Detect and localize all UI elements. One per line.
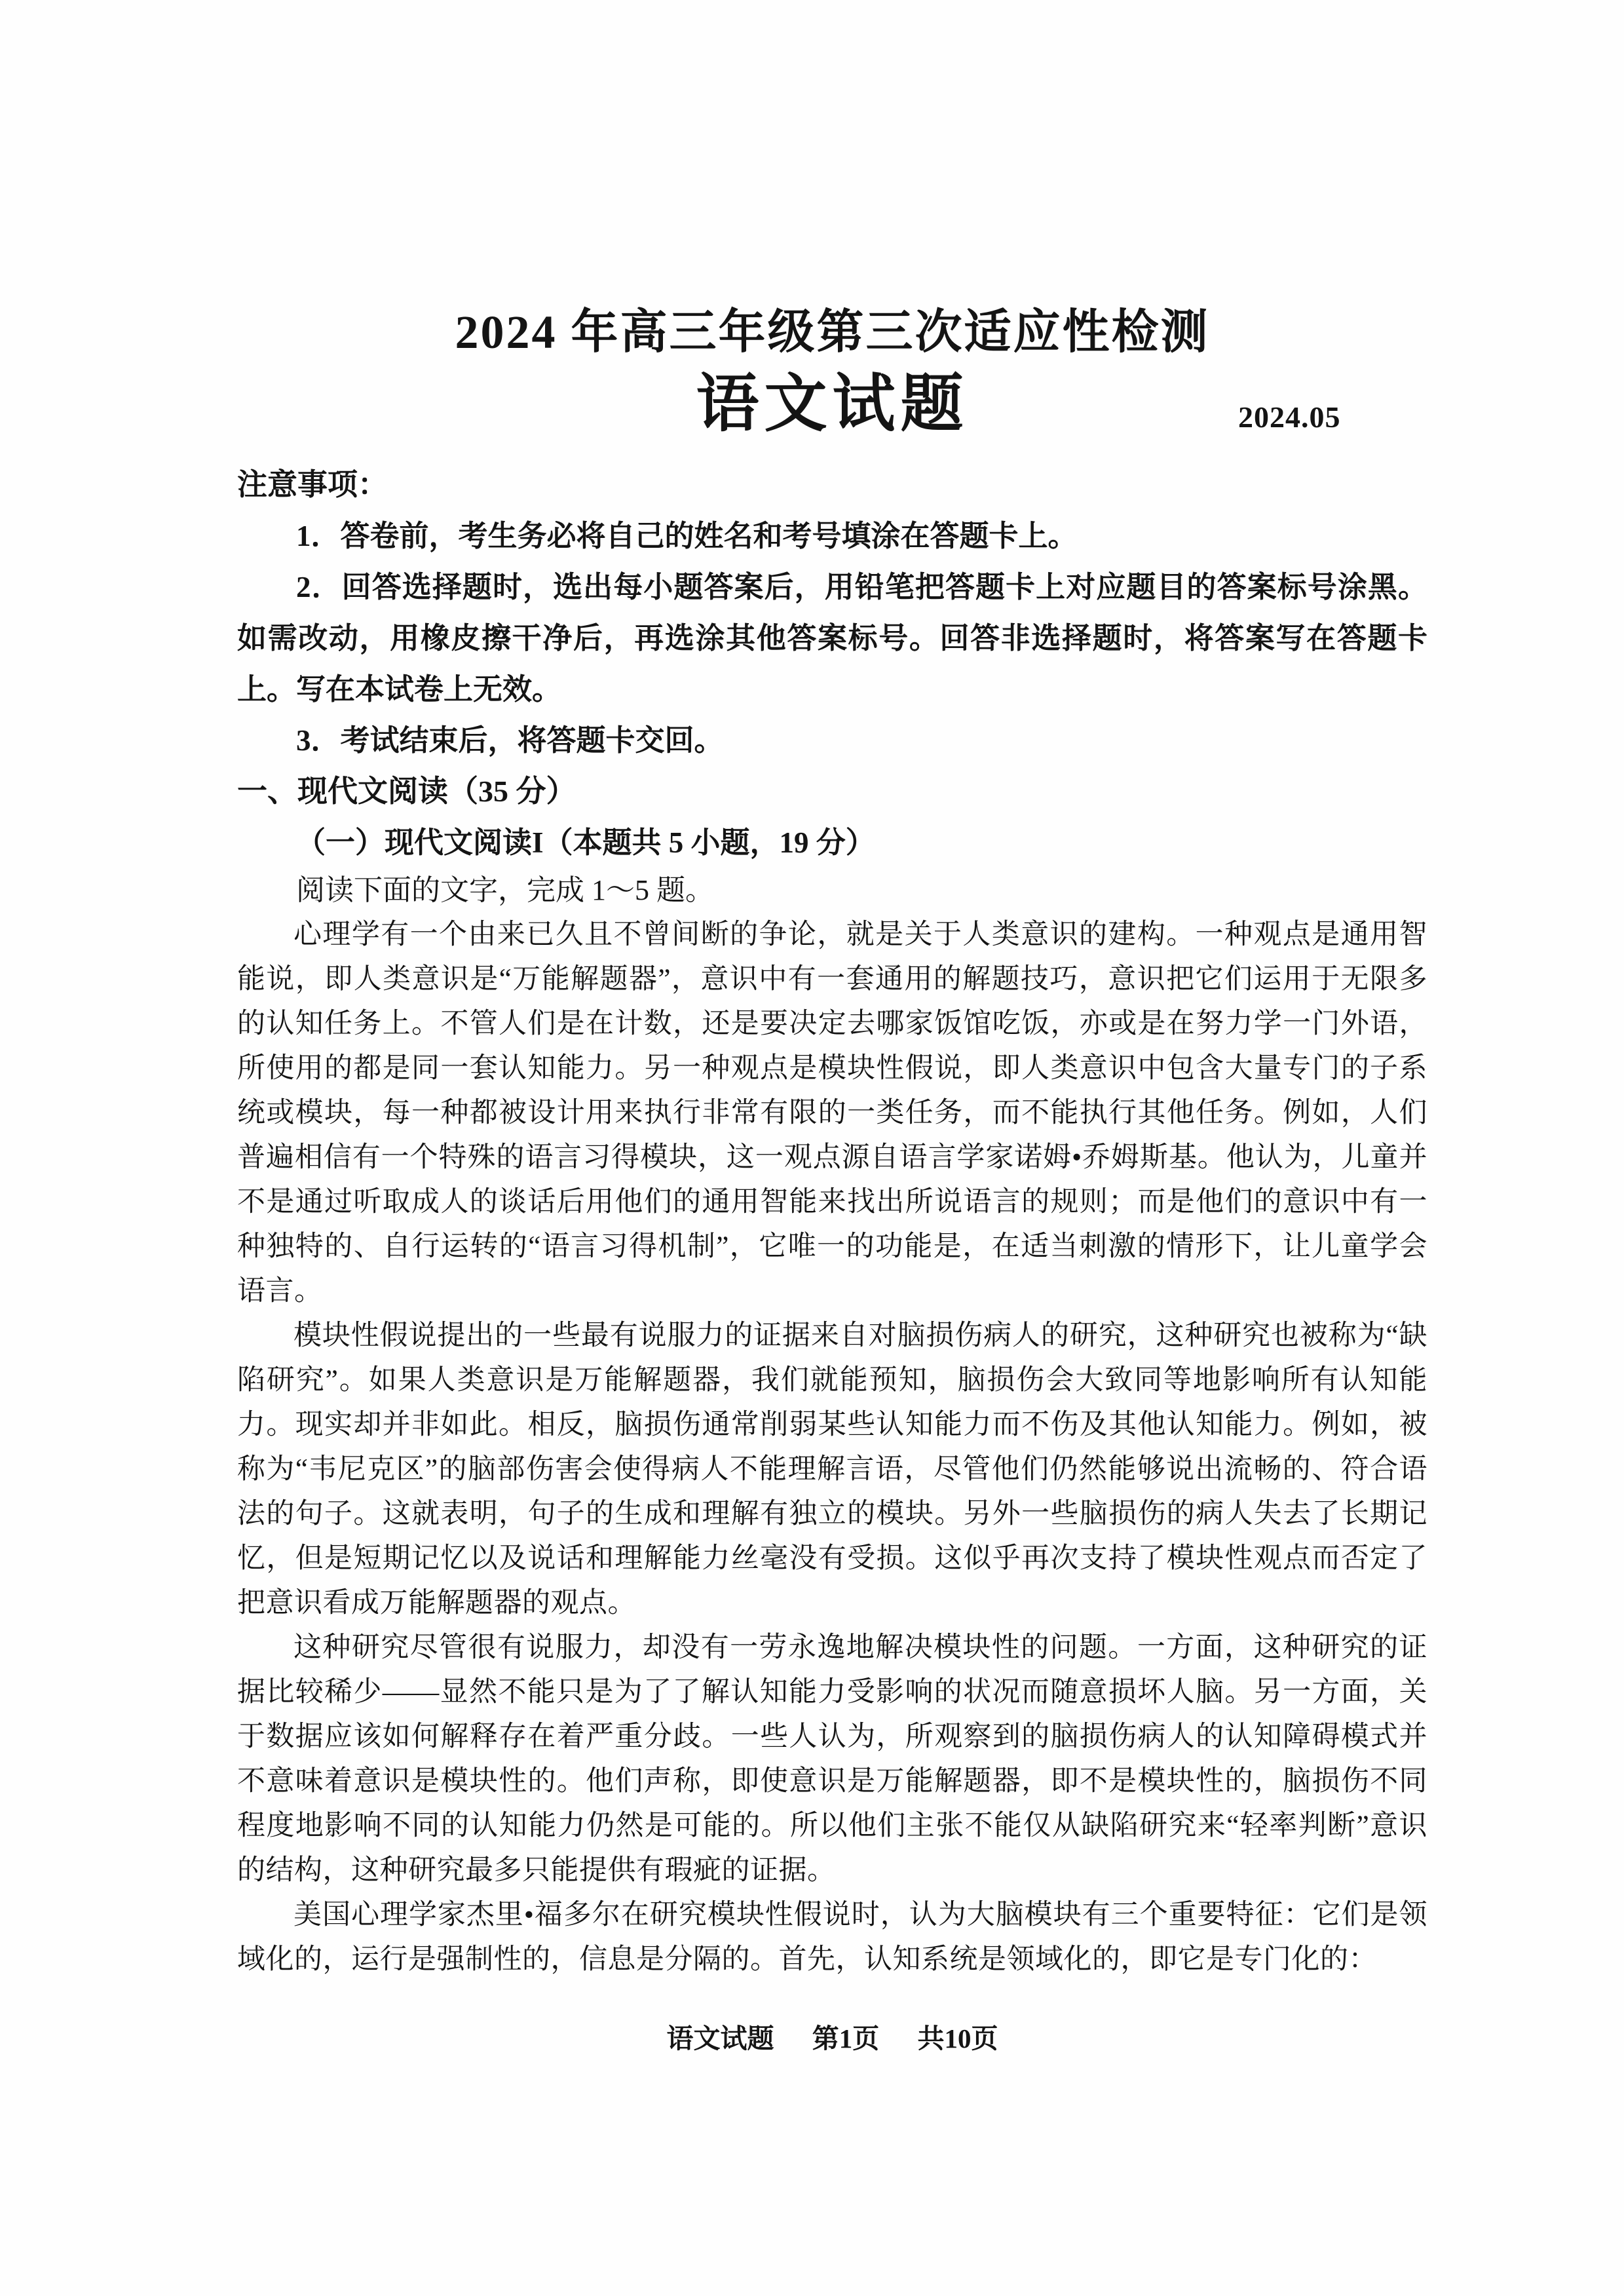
reading-instruction: 阅读下面的文字，完成 1～5 题。	[296, 874, 714, 906]
exam-date: 2024.05	[1238, 400, 1341, 434]
notice-item-2: 2．回答选择题时，选出每小题答案后，用铅笔把答题卡上对应题目的答案标号涂黑。如需改动，用橡皮擦干净后，再选涂其他答案标号。回答非选择题时，将答案写在答题卡上。写在本试卷上无效。	[237, 571, 1427, 706]
passage-paragraph-4: 美国心理学家杰里•福多尔在研究模块性假说时，认为大脑模块有三个重要特征：它们是领域化的，运行是强制性的，信息是分隔的。首先，认知系统是领域化的，即它是专门化的：	[237, 1900, 1427, 1975]
passage-paragraph-2: 模块性假说提出的一些最有说服力的证据来自对脑损伤病人的研究，这种研究也被称为“缺陷研究”。如果人类意识是万能解题器，我们就能预知，脑损伤会大致同等地影响所有认知能力。现实却并非如此。相反，脑损伤通常削弱某些认知能力而不伤及其他认知能力。例如，被称为“韦尼克区”的脑部伤害会使得病人不能理解言语，尽管他们仍然能够说出流畅的、符合语法的句子。这就表明，句子的生成和理解有独立的模块。另外一些脑损伤的病人失去了长期记忆，但是短期记忆以及说话和理解能力丝毫没有受损。这似乎再次支持了模块性观点而否定了把意识看成万能解题器的观点。	[237, 1320, 1427, 1618]
section-one-heading: 一、现代文阅读（35 分）	[237, 775, 576, 808]
subsection-one-heading: （一）现代文阅读I（本题共 5 小题，19 分）	[296, 826, 875, 859]
passage-paragraph-3: 这种研究尽管很有说服力，却没有一劳永逸地解决模块性的问题。一方面，这种研究的证据比较稀少——显然不能只是为了了解认知能力受影响的状况而随意损坏人脑。另一方面，关于数据应该如何解释存在着严重分歧。一些人认为，所观察到的脑损伤病人的认知障碍模式并不意味着意识是模块性的。他们声称，即使意识是万能解题器，即不是模块性的，脑损伤不同程度地影响不同的认知能力仍然是可能的。所以他们主张不能仅从缺陷研究来“轻率判断”意识的结构，这种研究最多只能提供有瑕疵的证据。	[237, 1632, 1427, 1886]
passage-paragraph-1: 心理学有一个由来已久且不曾间断的争论，就是关于人类意识的建构。一种观点是通用智能说，即人类意识是“万能解题器”，意识中有一套通用的解题技巧，意识把它们运用于无限多的认知任务上。不管人们是在计数，还是要决定去哪家饭馆吃饭，亦或是在努力学一门外语，所使用的都是同一套认知能力。另一种观点是模块性假说，即人类意识中包含大量专门的子系统或模块，每一种都被设计用来执行非常有限的一类任务，而不能执行其他任务。例如，人们普遍相信有一个特殊的语言习得模块，这一观点源自语言学家诺姆•乔姆斯基。他认为，儿童并不是通过听取成人的谈话后用他们的通用智能来找出所说语言的规则；而是他们的意识中有一种独特的、自行运转的“语言习得机制”，它唯一的功能是，在适当刺激的情形下，让儿童学会语言。	[237, 919, 1427, 1307]
footer-page-number: 第1页	[812, 2023, 880, 2054]
footer-total-pages: 共10页	[917, 2023, 998, 2054]
notice-item-3: 3．考试结束后，将答题卡交回。	[296, 724, 724, 757]
exam-title-line1: 2024 年高三年级第三次适应性检测	[455, 306, 1210, 358]
page-footer	[237, 2017, 1427, 2056]
footer-doc-title: 语文试题	[666, 2023, 774, 2054]
notice-item-1: 1．答卷前，考生务必将自己的姓名和考号填涂在答题卡上。	[296, 520, 1078, 552]
notice-heading: 注意事项：	[237, 468, 388, 501]
exam-title-line2: 语文试题	[696, 369, 969, 439]
